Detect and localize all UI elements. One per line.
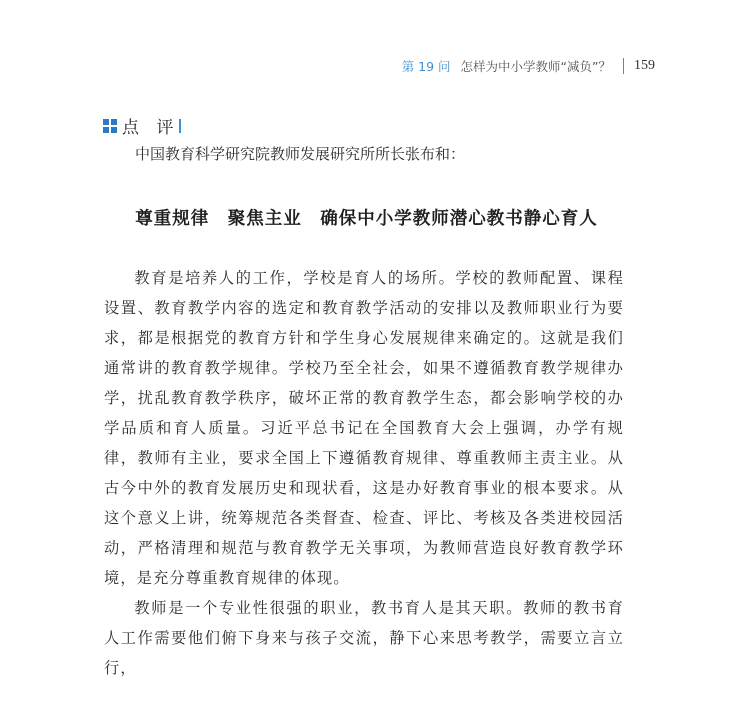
paragraph: 教师是一个专业性很强的职业，教书育人是其天职。教师的教书育人工作需要他们俯下身来与孩子交流，静下心来思考教学，需要立言立行， [104,599,624,677]
header-divider [623,58,624,74]
comment-section-heading [103,113,181,138]
paragraph: 教育是培养人的工作，学校是育人的场所。学校的教师配置、课程设置、教育教学内容的选定和教育教学活动的安排以及教师职业行为要求，都是根据党的教育方针和学生身心发展规律来确定的。这就是我们通常讲的教育教学规律。学校乃至全社会，如果不遵循教育教学规律办学，扰乱教育教学秩序，破坏正常的教育教学生态，都会影响学校的办学品质和育人质量。习近平总书记在全国教育大会上强调，办学有规律，教师有主业，要求全国上下遵循教育规律、尊重教师主责主业。从古今中外的教育发展历史和现状看，这是办好教育事业的根本要求。从这个意义上讲，统筹规范各类督查、检查、评比、考核及各类进校园活动，严格清理和规范与教育教学无关事项，为教师营造良好教育教学环境，是充分尊重教育规律的体现。 [104,269,624,587]
article-title: 尊重规律 聚焦主业 确保中小学教师潜心教书静心育人 [135,209,598,229]
running-header [0,56,655,76]
comment-label: 点 评 [122,118,180,138]
grid-squares-icon [103,119,117,133]
article-body [104,263,624,683]
chapter-number: 第 19 问 [401,59,451,74]
heading-accent-bar [179,119,181,133]
page-number: 159 [634,58,655,73]
chapter-title: 怎样为中小学教师“减负”？ [460,59,611,74]
comment-attribution: 中国教育科学研究院教师发展研究所所长张布和： [135,145,466,163]
